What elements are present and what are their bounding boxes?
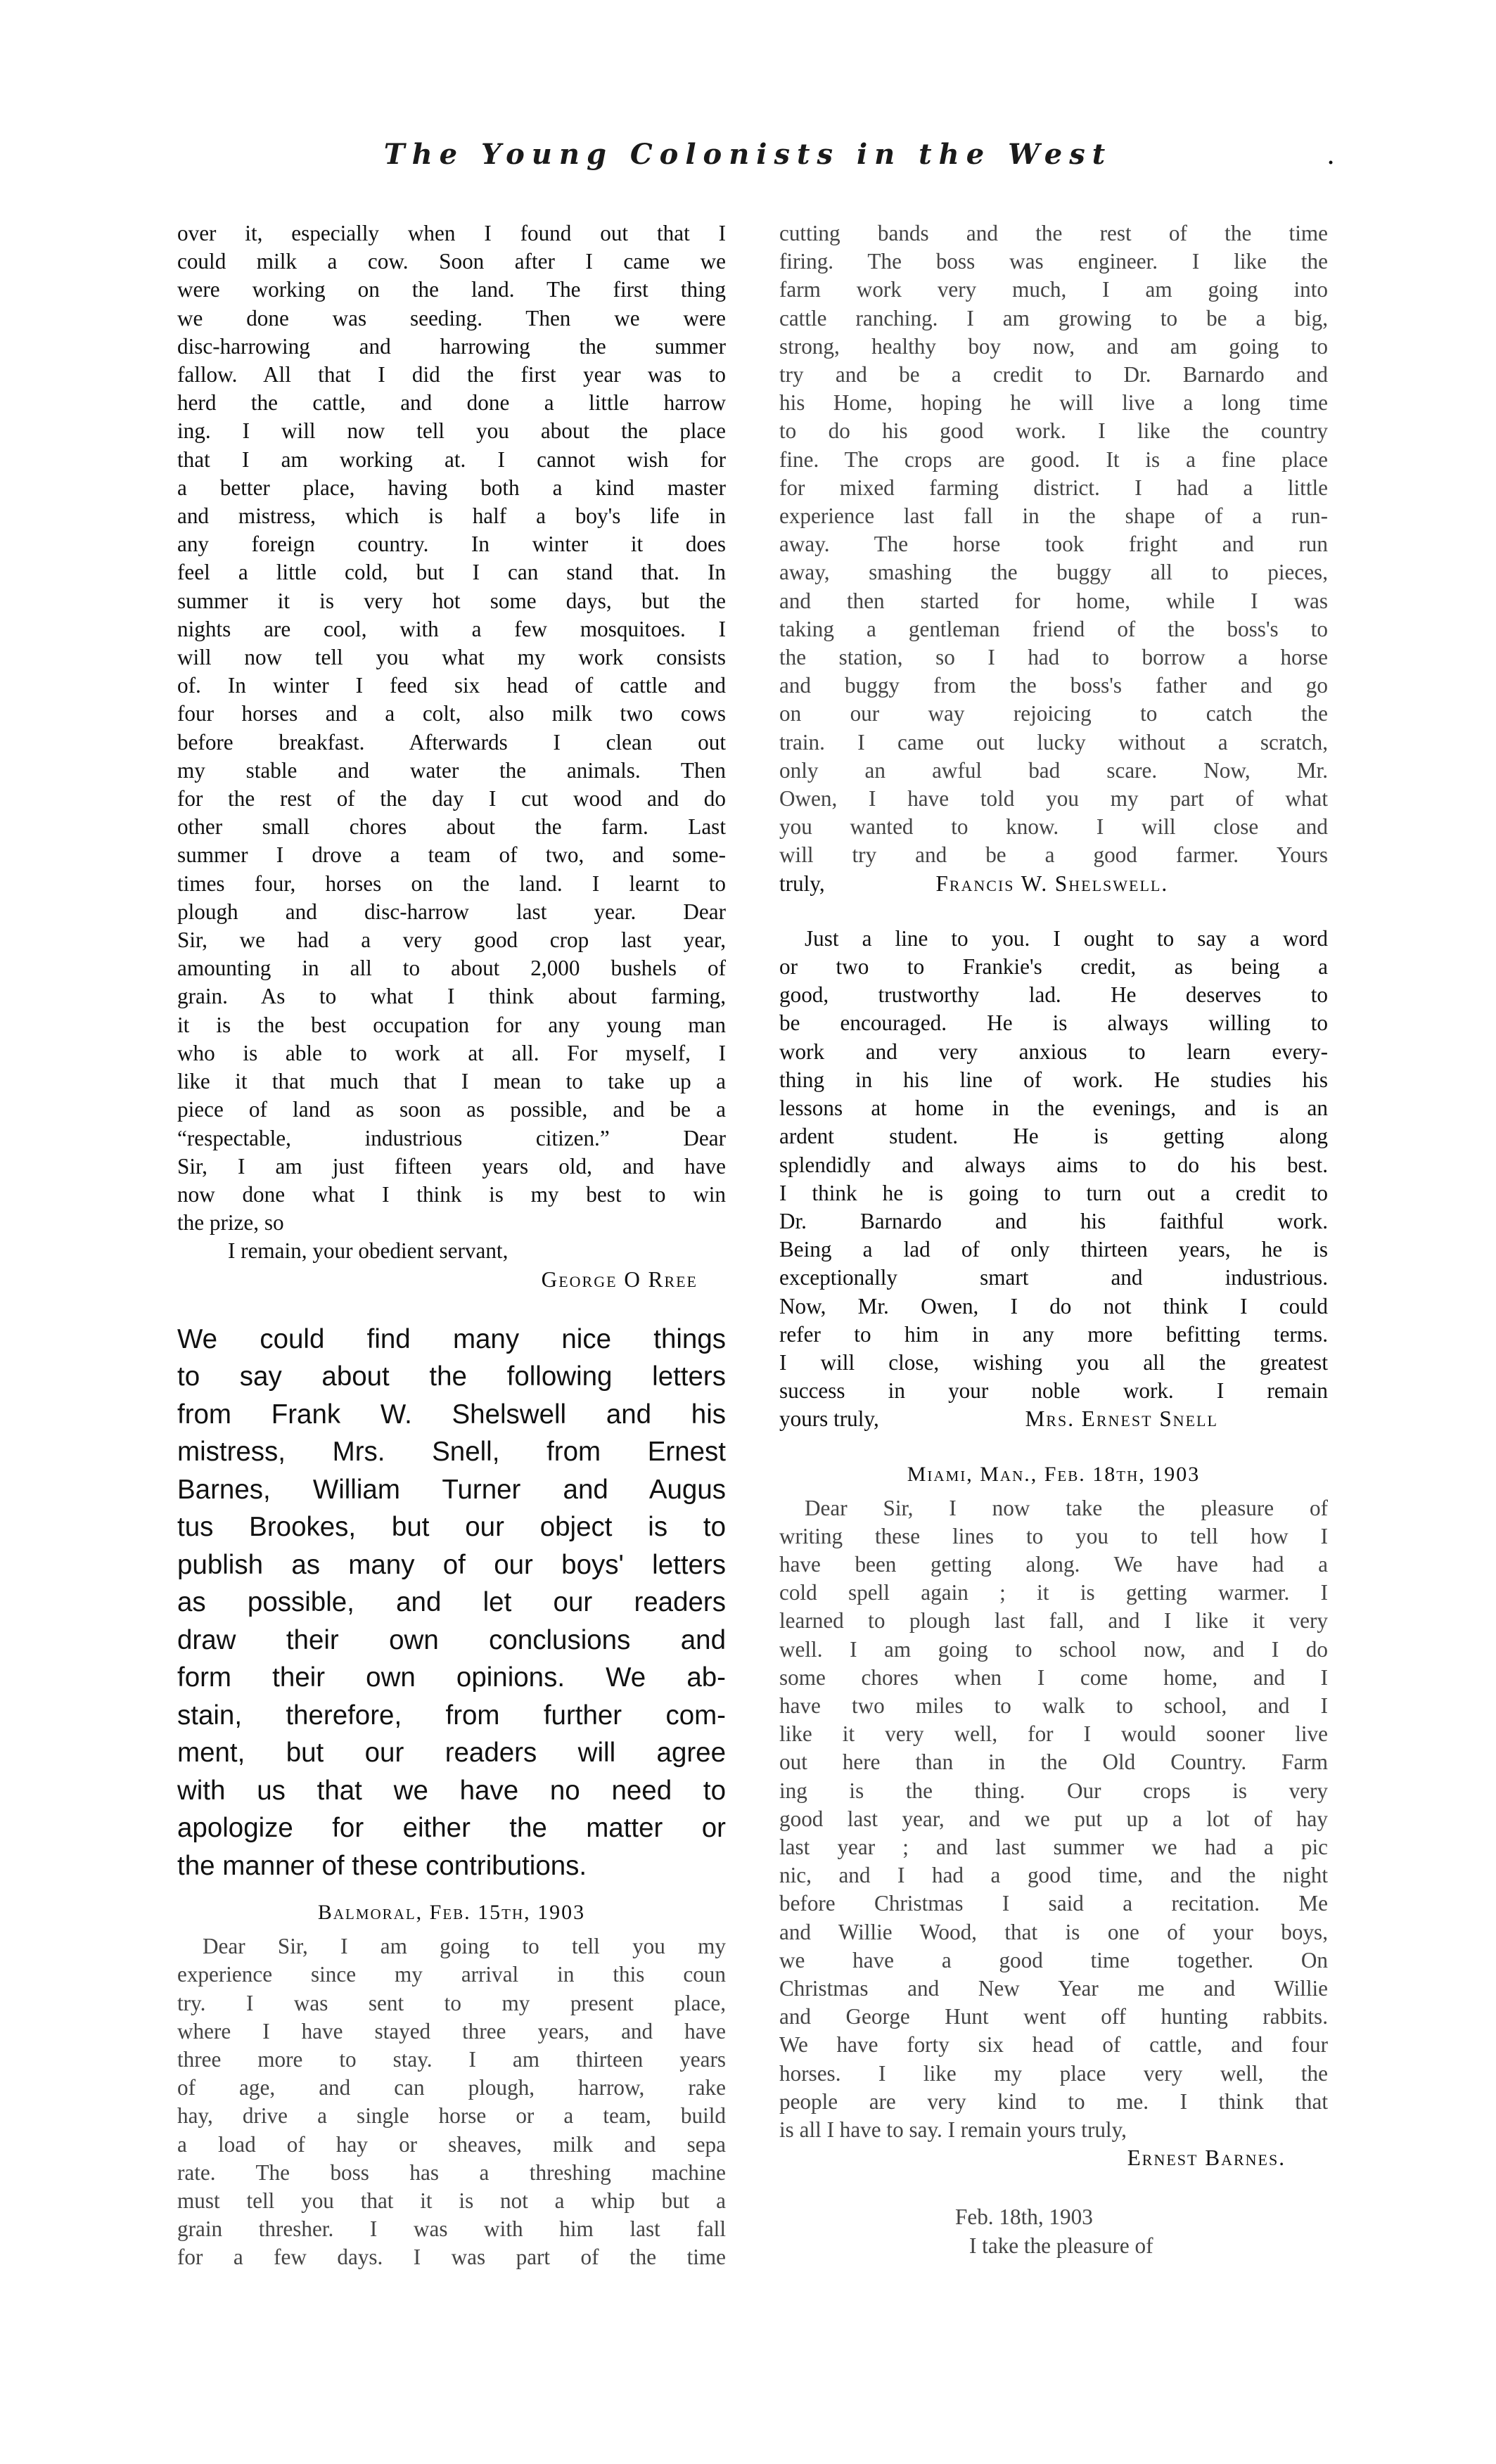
text-line: a better place, having both a kind master xyxy=(177,475,726,500)
letter-four-signature: Ernest Barnes. xyxy=(1127,2145,1286,2171)
text-line: tus Brookes, but our object is to xyxy=(177,1512,726,1543)
text-line: his Home, hoping he will live a long time xyxy=(779,390,1328,416)
text-line: fallow. All that I did the first year was to xyxy=(177,362,726,387)
trailing-line-one: Feb. 18th, 1903 xyxy=(955,2205,1093,2230)
text-line: we done was seeding. Then we were xyxy=(177,305,726,331)
text-line: people are very kind to me. I think that xyxy=(779,2088,1328,2114)
text-line: nights are cool, with a few mosquitoes. I xyxy=(177,616,726,641)
text-line: lessons at home in the evenings, and is an xyxy=(779,1096,1328,1121)
text-line: strong, healthy boy now, and am going to xyxy=(779,333,1328,359)
text-line: Now, Mr. Owen, I do not think I could xyxy=(779,1293,1328,1318)
text-line: fine. The crops are good. It is a fine place xyxy=(779,447,1328,472)
text-line: good last year, and we put up a lot of hay xyxy=(779,1806,1328,1831)
right-column xyxy=(779,219,1328,2260)
text-line: must tell you that it is not a whip but a xyxy=(177,2188,726,2214)
text-line: you wanted to know. I will close and xyxy=(779,814,1328,840)
text-line: firing. The boss was engineer. I like the xyxy=(779,249,1328,274)
header-mark: . xyxy=(1326,139,1336,170)
text-line: to do his good work. I like the country xyxy=(779,418,1328,444)
letter-two-signature: Francis W. Shelswell. xyxy=(935,871,1169,896)
text-line: We could find many nice things xyxy=(177,1323,726,1354)
text-line: we have a good time together. On xyxy=(779,1947,1328,1972)
text-line: stain, therefore, from further com- xyxy=(177,1700,726,1731)
text-line: exceptionally smart and industrious. xyxy=(779,1265,1328,1290)
text-line: Just a line to you. I ought to say a word xyxy=(805,925,1328,951)
text-line: for the rest of the day I cut wood and do xyxy=(177,786,726,811)
letter-one-signature: George O Rree xyxy=(541,1266,698,1292)
text-line: grain. As to what I think about farming, xyxy=(177,984,726,1009)
text-line: Barnes, William Turner and Augus xyxy=(177,1474,726,1505)
text-line: Owen, I have told you my part of what xyxy=(779,786,1328,811)
text-line: ardent student. He is getting along xyxy=(779,1124,1328,1149)
text-line: from Frank W. Shelswell and his xyxy=(177,1399,726,1430)
trailing-line-two: I take the pleasure of xyxy=(969,2233,1153,2258)
text-line: any foreign country. In winter it does xyxy=(177,532,726,557)
letter-three-last-line: yours truly, xyxy=(779,1406,879,1432)
text-line: hay, drive a single horse or a team, build xyxy=(177,2103,726,2129)
text-line: horses. I like my place very well, the xyxy=(779,2060,1328,2086)
text-line: times four, horses on the land. I learnt to xyxy=(177,871,726,896)
text-line: summer it is very hot some days, but the xyxy=(177,588,726,613)
editorial-note xyxy=(177,1321,726,1885)
dateline-miami: Miami, Man., Feb. 18th, 1903 xyxy=(907,1462,1201,1486)
text-line: feel a little cold, but I can stand that. In xyxy=(177,560,726,585)
letter-two-signoff-line xyxy=(779,870,1328,898)
text-line: Being a lad of only thirteen years, he is xyxy=(779,1237,1328,1262)
text-line: away, smashing the buggy all to pieces, xyxy=(779,560,1328,585)
text-line: last year ; and last summer we had a pic xyxy=(779,1834,1328,1859)
letter-three-signoff-line xyxy=(779,1405,1328,1433)
text-line: to say about the following letters xyxy=(177,1361,726,1392)
letter-two-last-line: truly, xyxy=(779,871,825,896)
text-line: ment, but our readers will agree xyxy=(177,1738,726,1769)
text-line: could milk a cow. Soon after I came we xyxy=(177,249,726,274)
text-line: good, trustworthy lad. He deserves to xyxy=(779,982,1328,1008)
text-line: and then started for home, while I was xyxy=(779,588,1328,613)
text-line: splendidly and always aims to do his best. xyxy=(779,1152,1328,1177)
text-line: train. I came out lucky without a scratch, xyxy=(779,729,1328,755)
text-line: draw their own conclusions and xyxy=(177,1624,726,1655)
text-line: taking a gentleman friend of the boss's to xyxy=(779,616,1328,641)
text-line: farm work very much, I am going into xyxy=(779,277,1328,302)
text-line: before Christmas I said a recitation. Me xyxy=(779,1891,1328,1916)
page-header: The Young Colonists in the West xyxy=(383,138,1113,171)
text-line: other small chores about the farm. Last xyxy=(177,814,726,840)
text-line: some chores when I come home, and I xyxy=(779,1664,1328,1690)
text-line: grain thresher. I was with him last fall xyxy=(177,2216,726,2242)
text-line: four horses and a colt, also milk two cows xyxy=(177,701,726,726)
text-line: will now tell you what my work consists xyxy=(177,645,726,670)
letter-two-continued xyxy=(779,219,1328,870)
text-line: success in your noble work. I remain xyxy=(779,1378,1328,1404)
text-line: is all I have to say. I remain yours truly, xyxy=(779,2117,1127,2142)
text-line: plough and disc-harrow last year. Dear xyxy=(177,899,726,924)
text-line: the station, so I had to borrow a horse xyxy=(779,645,1328,670)
text-line: only an awful bad scare. Now, Mr. xyxy=(779,757,1328,783)
text-line: summer I drove a team of two, and some- xyxy=(177,842,726,868)
text-line: now done what I think is my best to win xyxy=(177,1181,726,1207)
text-line: ing. I will now tell you about the place xyxy=(177,418,726,444)
text-line: thing in his line of work. He studies his xyxy=(779,1067,1328,1092)
text-line: be encouraged. He is always willing to xyxy=(779,1010,1328,1036)
letter-four-body xyxy=(779,1494,1328,2145)
text-line: Dr. Barnardo and his faithful work. xyxy=(779,1208,1328,1233)
text-line: have two miles to walk to school, and I xyxy=(779,1693,1328,1718)
text-line: experience last fall in the shape of a run- xyxy=(779,503,1328,529)
text-line: were working on the land. The first thing xyxy=(177,277,726,302)
letter-one-body xyxy=(177,219,726,1237)
text-line: of age, and can plough, harrow, rake xyxy=(177,2075,726,2100)
text-line: have been getting along. We have had a xyxy=(779,1551,1328,1577)
text-line: Dear Sir, I am going to tell you my xyxy=(203,1934,726,1959)
text-line: learned to plough last fall, and I like it very xyxy=(779,1608,1328,1634)
text-line: it is the best occupation for any young man xyxy=(177,1012,726,1037)
text-line: before breakfast. Afterwards I clean out xyxy=(177,729,726,755)
text-line: Christmas and New Year me and Willie xyxy=(779,1975,1328,2001)
text-line: publish as many of our boys' letters xyxy=(177,1549,726,1580)
text-line: well. I am going to school now, and I do xyxy=(779,1636,1328,1662)
text-line: “respectable, industrious citizen.” Dear xyxy=(177,1125,726,1150)
left-column xyxy=(177,219,726,2272)
letter-three-body xyxy=(779,925,1328,1405)
text-line: or two to Frankie's credit, as being a xyxy=(779,954,1328,980)
text-line: for a few days. I was part of the time xyxy=(177,2245,726,2270)
text-line: cold spell again ; it is getting warmer. I xyxy=(779,1580,1328,1605)
text-line: cattle ranching. I am growing to be a big, xyxy=(779,305,1328,331)
text-line: mistress, Mrs. Snell, from Ernest xyxy=(177,1437,726,1468)
text-line: of. In winter I feed six head of cattle and xyxy=(177,673,726,698)
text-line: and mistress, which is half a boy's life in xyxy=(177,503,726,529)
text-line: with us that we have no need to xyxy=(177,1775,726,1806)
text-line: ing is the thing. Our crops is very xyxy=(779,1778,1328,1803)
text-line: amounting in all to about 2,000 bushels of xyxy=(177,956,726,981)
text-line: who is able to work at all. For myself, I xyxy=(177,1040,726,1065)
text-line: the manner of these contributions. xyxy=(177,1850,587,1881)
text-line: a load of hay or sheaves, milk and sepa xyxy=(177,2131,726,2157)
text-line: piece of land as soon as possible, and be a xyxy=(177,1097,726,1122)
text-line: for mixed farming district. I had a little xyxy=(779,475,1328,500)
text-line: writing these lines to you to tell how I xyxy=(779,1523,1328,1548)
text-line: I think he is going to turn out a credit to xyxy=(779,1180,1328,1205)
text-line: disc-harrowing and harrowing the summer xyxy=(177,333,726,359)
text-line: rate. The boss has a threshing machine xyxy=(177,2160,726,2185)
text-line: form their own opinions. We ab- xyxy=(177,1662,726,1693)
letter-two-body xyxy=(177,1932,726,2271)
text-line: herd the cattle, and done a little harrow xyxy=(177,390,726,416)
text-line: where I have stayed three years, and have xyxy=(177,2018,726,2043)
text-line: nic, and I had a good time, and the night xyxy=(779,1863,1328,1888)
text-line: Dear Sir, I now take the pleasure of xyxy=(805,1495,1328,1520)
text-line: three more to stay. I am thirteen years xyxy=(177,2047,726,2072)
text-line: will try and be a good farmer. Yours xyxy=(779,842,1328,868)
text-line: that I am working at. I cannot wish for xyxy=(177,447,726,472)
text-line: We have forty six head of cattle, and four xyxy=(779,2032,1328,2058)
text-line: like it that much that I mean to take up a xyxy=(177,1069,726,1094)
text-line: work and very anxious to learn every- xyxy=(779,1039,1328,1064)
dateline-balmoral: Balmoral, Feb. 15th, 1903 xyxy=(317,1901,586,1925)
text-line: Sir, we had a very good crop last year, xyxy=(177,928,726,953)
text-line: Sir, I am just fifteen years old, and have xyxy=(177,1153,726,1179)
text-line: my stable and water the animals. Then xyxy=(177,757,726,783)
text-line: try. I was sent to my present place, xyxy=(177,1990,726,2015)
text-line: cutting bands and the rest of the time xyxy=(779,221,1328,245)
text-line: and George Hunt went off hunting rabbits. xyxy=(779,2004,1328,2029)
text-line: try and be a credit to Dr. Barnardo and xyxy=(779,362,1328,387)
text-line: over it, especially when I found out that I xyxy=(177,221,726,245)
text-line: apologize for either the matter or xyxy=(177,1813,726,1844)
text-line: refer to him in any more befitting terms. xyxy=(779,1321,1328,1347)
letter-one-closing: I remain, your obedient servant, xyxy=(228,1238,509,1264)
text-line: and Willie Wood, that is one of your boys, xyxy=(779,1919,1328,1944)
text-line: out here than in the Old Country. Farm xyxy=(779,1750,1328,1775)
text-line: as possible, and let our readers xyxy=(177,1587,726,1618)
text-line: I will close, wishing you all the greatest xyxy=(779,1349,1328,1375)
text-line: on our way rejoicing to catch the xyxy=(779,701,1328,726)
text-line: like it very well, for I would sooner live xyxy=(779,1721,1328,1747)
text-line: and buggy from the boss's father and go xyxy=(779,673,1328,698)
text-line: away. The horse took fright and run xyxy=(779,532,1328,557)
letter-three-signature: Mrs. Ernest Snell xyxy=(1025,1406,1218,1432)
text-line: experience since my arrival in this coun xyxy=(177,1962,726,1987)
text-line: the prize, so xyxy=(177,1210,284,1236)
